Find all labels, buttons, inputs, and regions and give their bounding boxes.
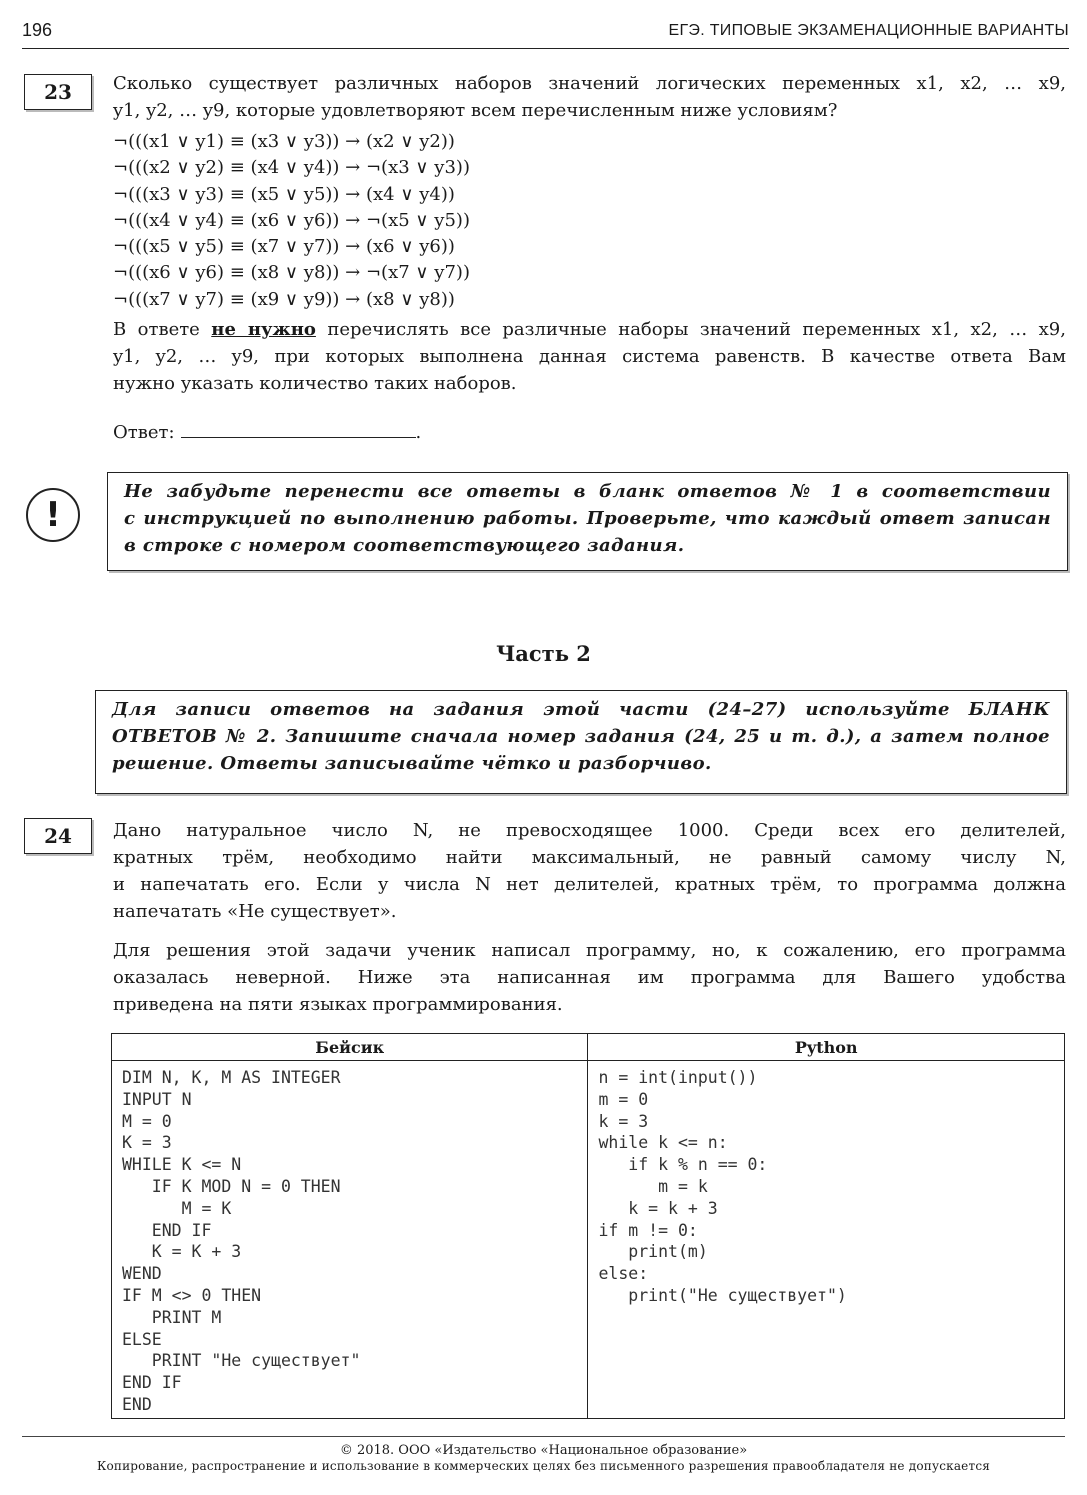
code-line: print(m) [598, 1242, 708, 1262]
code-line: ELSE [122, 1329, 162, 1349]
task24-p1-line-2: кратных трём, необходимо найти максимальный, не равный самому числу N, [113, 847, 1066, 868]
task23-intro-line-1: Сколько существует различных наборов значений логических переменных x1, x2, … x9, [113, 73, 1066, 94]
task23-instructions-line-2: y1, y2, … y9, при которых выполнена данная система равенств. В качестве ответа Вам [113, 346, 1066, 367]
code-line: DIM N, K, M AS INTEGER [122, 1068, 341, 1087]
warning-note [107, 472, 1068, 571]
task24-p2-line-1: Для решения этой задачи ученик написал программу, но, к сожалению, его программа [113, 940, 1066, 961]
code-line: else: [598, 1264, 649, 1284]
code-line: WHILE K <= N [122, 1155, 242, 1175]
formula-line: ¬(((x3 ∨ y3) ≡ (x5 ∨ y5)) → (x4 ∨ y4)) [113, 183, 455, 205]
python-column-header: Python [588, 1034, 1065, 1061]
task23-instructions-line-1: В ответе не нужно перечислять все различные наборы значений переменных x1, x2, … x9, [113, 319, 1066, 340]
code-line: if m != 0: [598, 1220, 698, 1240]
formula-line: ¬(((x1 ∨ y1) ≡ (x3 ∨ y3)) → (x2 ∨ y2)) [113, 131, 455, 152]
formula-line: ¬(((x6 ∨ y6) ≡ (x8 ∨ y8)) → ¬(x7 ∨ y7)) [113, 262, 470, 284]
code-line: m = k [598, 1176, 708, 1196]
code-line: END IF [122, 1220, 212, 1240]
program-code-table [111, 1033, 1065, 1419]
basic-column-header: Бейсик [112, 1034, 588, 1061]
code-line: k = 3 [598, 1111, 649, 1131]
part2-line-3: решение. Ответы записывайте чётко и разборчиво. [112, 753, 712, 774]
emphasis-not-needed: не нужно [211, 319, 316, 340]
code-line: print("Не существует") [598, 1285, 847, 1305]
basic-code-cell [112, 1061, 588, 1419]
code-line: IF K MOD N = 0 THEN [122, 1176, 341, 1196]
task24-program-intro [113, 937, 1066, 1018]
python-code-cell [588, 1061, 1065, 1419]
task24-p2-line-2: оказалась неверной. Ниже эта написанная им программа для Вашего удобства [113, 967, 1066, 988]
formula-line: ¬(((x5 ∨ y5) ≡ (x7 ∨ y7)) → (x6 ∨ y6)) [113, 236, 455, 258]
code-line: END [122, 1394, 152, 1414]
page-number: 196 [22, 20, 53, 40]
part2-line-1: Для записи ответов на задания этой части (24–27) используйте БЛАНК [112, 699, 1050, 720]
code-line: n = int(input()) [598, 1068, 758, 1087]
task23-intro-line-2: y1, y2, … y9, которые удовлетворяют всем перечисленным ниже условиям? [113, 100, 838, 121]
code-line: M = 0 [122, 1111, 172, 1131]
warning-line-1: Не забудьте перенести все ответы в бланк ответов № 1 в соответствии [124, 481, 1051, 502]
answer-label: Ответ: [113, 422, 175, 443]
footer-copyright: © 2018. ООО «Издательство «Национальное образование» [339, 1443, 748, 1458]
task23-formula-list [113, 129, 470, 313]
code-line: while k <= n: [598, 1133, 728, 1153]
footer-divider [22, 1436, 1065, 1437]
code-line: K = K + 3 [122, 1242, 242, 1262]
task24-p2-line-3: приведена на пяти языках программирования. [113, 994, 563, 1015]
task23-intro [113, 70, 1066, 124]
formula-line: ¬(((x2 ∨ y2) ≡ (x4 ∨ y4)) → ¬(x3 ∨ y3)) [113, 157, 470, 179]
code-line: PRINT M [122, 1307, 222, 1327]
exclamation-icon: ! [26, 488, 80, 542]
code-line: m = 0 [598, 1089, 649, 1109]
running-header-title: ЕГЭ. ТИПОВЫЕ ЭКЗАМЕНАЦИОННЫЕ ВАРИАНТЫ [668, 22, 1069, 39]
formula-line: ¬(((x7 ∨ y7) ≡ (x9 ∨ y9)) → (x8 ∨ y8)) [113, 288, 455, 310]
task23-instructions [113, 316, 1066, 397]
code-line: END IF [122, 1373, 182, 1393]
part-2-title: Часть 2 [496, 641, 591, 666]
part2-line-2: ОТВЕТОВ № 2. Запишите сначала номер задания (24, 25 и т. д.), а затем полное [112, 726, 1050, 747]
code-line: IF M <> 0 THEN [122, 1285, 262, 1305]
code-line: PRINT "Не существует" [122, 1351, 361, 1371]
task24-statement [113, 817, 1066, 925]
task-number-24: 24 [24, 818, 92, 854]
warning-line-2: с инструкцией по выполнению работы. Проверьте, что каждый ответ записан [124, 508, 1051, 529]
code-line: WEND [122, 1264, 162, 1284]
code-line: INPUT N [122, 1089, 192, 1109]
task-number-23: 23 [24, 74, 92, 110]
task23-instructions-line-3: нужно указать количество таких наборов. [113, 373, 517, 394]
task24-p1-line-3: и напечатать его. Если у числа N нет делителей, кратных трём, то программа должна [113, 874, 1066, 895]
header-divider [22, 48, 1069, 49]
part2-instructions-box [95, 690, 1067, 794]
answer-blank-line[interactable] [181, 423, 416, 438]
formula-line: ¬(((x4 ∨ y4) ≡ (x6 ∨ y6)) → ¬(x5 ∨ y5)) [113, 209, 470, 231]
code-line: if k % n == 0: [598, 1155, 768, 1175]
task24-p1-line-4: напечатать «Не существует». [113, 901, 397, 922]
code-line: k = k + 3 [598, 1198, 718, 1218]
warning-line-3: в строке с номером соответствующего задания. [124, 535, 685, 556]
footer-notice: Копирование, распространение и использование в коммерческих целях без письменного разрешения правообладателя не допускается [96, 1459, 991, 1473]
task24-p1-line-1: Дано натуральное число N, не превосходящее 1000. Среди всех его делителей, [113, 820, 1066, 841]
code-line: M = K [122, 1198, 232, 1218]
code-line: K = 3 [122, 1133, 172, 1153]
task23-answer-row: Ответ: . [113, 422, 422, 443]
